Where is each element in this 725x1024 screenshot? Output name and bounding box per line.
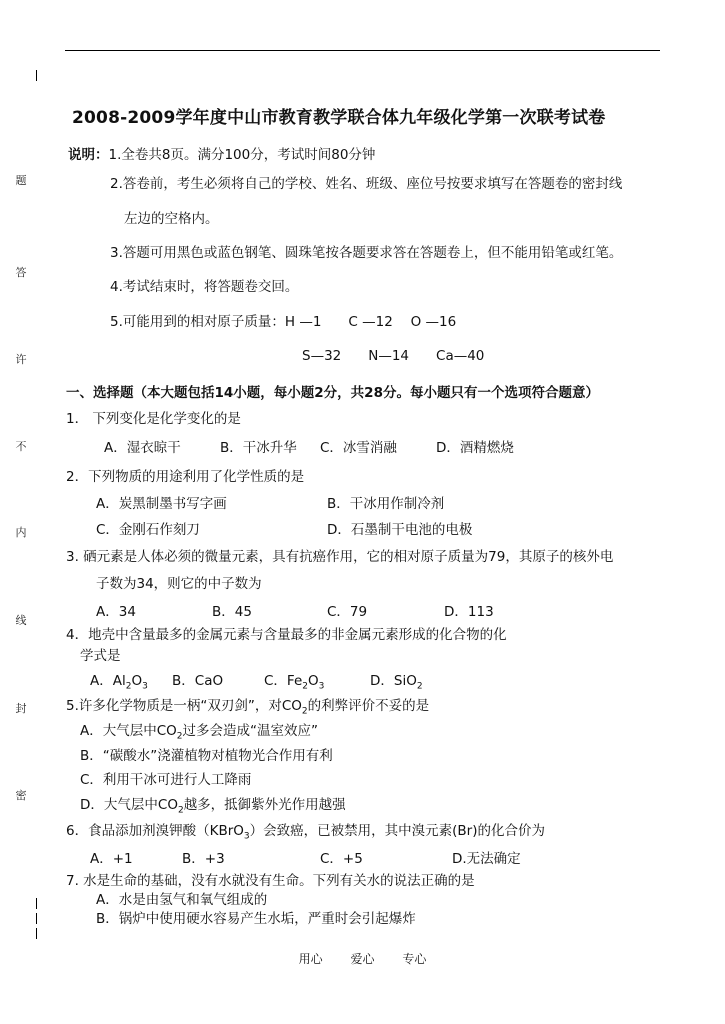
binding-char: 密 [15,789,27,802]
page-footer [0,950,725,967]
binding-char: 封 [15,702,27,715]
option-a: A．+1 [90,851,133,867]
option-d: D．113 [444,604,494,620]
binding-char: 线 [15,614,27,627]
option-d: D.无法确定 [452,851,521,867]
question-stem: 5.许多化学物质是一柄“双刃剑”，对$CO_2$的利弊评价不妥的是 [66,698,430,717]
option-a: A．炭黑制墨书写字画 [96,496,227,512]
instruction-item: 3.答题可用黑色或蓝色钢笔、圆珠笔按各题要求答在答题卷上，但不能用铅笔或红笔。 [110,245,623,261]
option-a: A．大气层中$CO_2$过多会造成“温室效应” [80,723,319,742]
footer-word: 用心 [298,952,323,966]
binding-char: 不 [15,440,27,453]
footer-word: 专心 [402,952,427,966]
option-c: C．利用干冰可进行人工降雨 [80,772,252,788]
option-a: A．$Al_2O_3$ [90,673,148,692]
binding-char: 题 [15,174,27,187]
option-b: B．干冰用作制冷剂 [327,496,445,512]
binding-tick [36,898,37,909]
instruction-item: 2.答卷前，考生必须将自己的学校、姓名、班级、座位号按要求填写在答题卷的密封线 [110,176,623,192]
question-stem: 7. 水是生命的基础，没有水就没有生命。下列有关水的说法正确的是 [66,873,475,889]
instructions-label: 说明： [68,147,109,163]
question-stem: 1． 下列变化是化学变化的是 [66,411,241,427]
binding-tick [36,928,37,939]
instruction-item: S—32 N—14 Ca—40 [302,348,485,364]
question-stem: 3. 硒元素是人体必须的微量元素，具有抗癌作用，它的相对原子质量为79，其原子的核外电 [66,549,614,565]
binding-tick [36,70,37,81]
option-c: C．金刚石作刻刀 [96,522,200,538]
question-stem: 4．地壳中含量最多的金属元素与含量最多的非金属元素形成的化合物的化 [66,627,507,643]
question-stem: 6．食品添加剂溴钾酸（KBrO$_3$）会致癌，已被禁用，其中溴元素(Br)的化合价为 [66,823,545,842]
option-b: B．45 [212,604,252,620]
instructions [68,143,375,163]
instruction-item: 1.全卷共8页。满分100分，考试时间80分钟 [108,147,376,163]
option-c: C．冰雪消融 [320,440,397,456]
footer-word: 爱心 [350,952,375,966]
option-c: C．+5 [320,851,363,867]
exam-title: 2008-2009学年度中山市教育教学联合体九年级化学第一次联考试卷 [72,108,606,128]
binding-char: 内 [15,526,27,539]
header-rule [65,50,660,51]
question-stem-cont: 学式是 [80,648,121,664]
option-b: B．CaO [172,673,224,689]
instruction-item: 4.考试结束时，将答题卷交回。 [110,279,299,295]
question-stem-cont: 子数为34，则它的中子数为 [96,576,262,592]
option-b: B．干冰升华 [220,440,297,456]
option-a: A．湿衣晾干 [104,440,181,456]
option-b: B．+3 [182,851,225,867]
option-d: D．石墨制干电池的电极 [327,522,473,538]
instruction-item: 左边的空格内。 [124,211,219,227]
binding-char: 许 [15,353,27,366]
binding-tick [36,913,37,924]
option-a: A．34 [96,604,136,620]
question-stem: 2．下列物质的用途利用了化学性质的是 [66,469,305,485]
option-d: D．酒精燃烧 [436,440,514,456]
option-d: D．大气层中$CO_2$越多，抵御紫外光作用越强 [80,797,346,816]
option-c: C．79 [327,604,368,620]
binding-char: 答 [15,266,27,279]
option-d: D．SiO$_2$ [370,673,423,692]
option-c: C．$Fe_2O_3$ [264,673,325,692]
option-b: B．锅炉中使用硬水容易产生水垢，严重时会引起爆炸 [96,911,416,927]
instruction-item: 5.可能用到的相对原子质量：H —1 C —12 O —16 [110,314,457,330]
option-b: B．“碳酸水”浇灌植物对植物光合作用有利 [80,748,333,764]
section-heading: 一、选择题（本大题包括14小题，每小题2分，共28分。每小题只有一个选项符合题意） [66,385,599,401]
option-a: A．水是由氢气和氧气组成的 [96,892,268,908]
